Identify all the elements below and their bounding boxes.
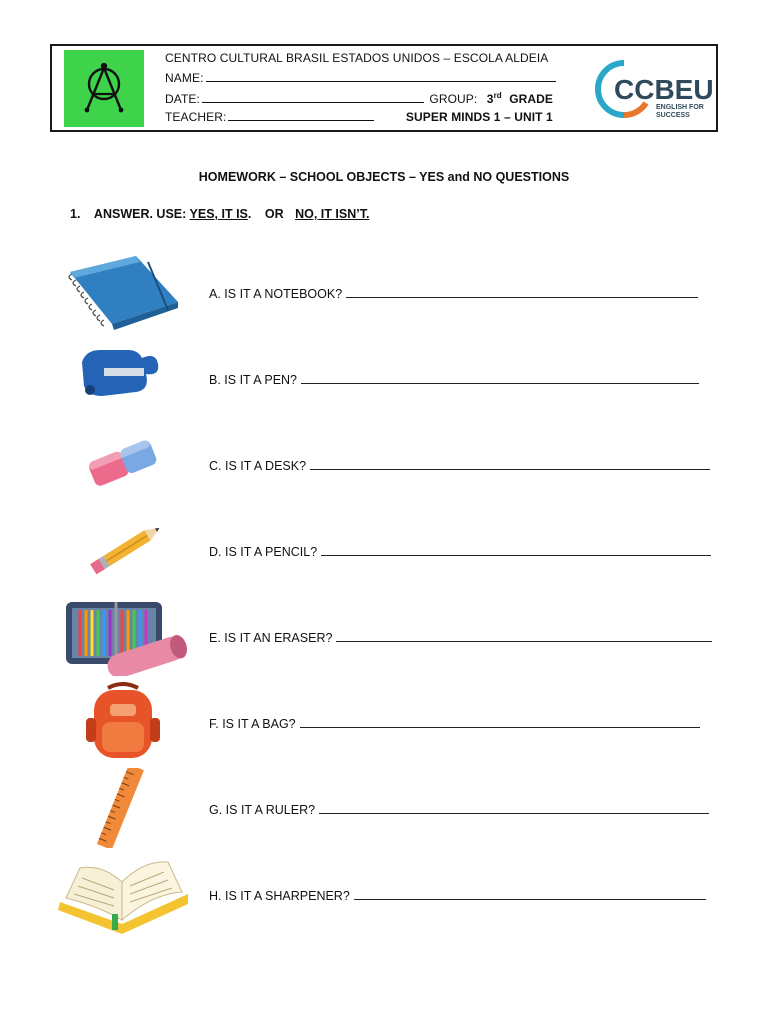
question-row xyxy=(0,510,768,590)
pencil-icon xyxy=(58,510,188,590)
date-label: DATE: xyxy=(165,92,200,106)
page-title: HOMEWORK – SCHOOL OBJECTS – YES and NO QUESTIONS xyxy=(198,170,570,184)
ccbeu-tagline-2: SUCCESS xyxy=(656,112,690,119)
question-line xyxy=(209,630,712,645)
notebook-icon xyxy=(58,252,188,332)
name-label: NAME: xyxy=(165,71,204,85)
instruction-period: . xyxy=(247,207,252,221)
name-field[interactable] xyxy=(206,71,556,82)
name-row xyxy=(165,71,558,85)
instruction-yes: YES, IT IS xyxy=(189,207,248,221)
answer-field[interactable] xyxy=(301,372,699,384)
ccbeu-logo-text: CCBEU xyxy=(614,74,712,105)
answer-field[interactable] xyxy=(300,716,700,728)
grade-label: GRADE xyxy=(509,92,554,106)
instruction-no: NO, IT ISN’T. xyxy=(295,207,370,221)
question-text: A. IS IT A NOTEBOOK? xyxy=(209,287,343,301)
question-text: F. IS IT A BAG? xyxy=(209,717,296,731)
instruction-number: 1. xyxy=(70,207,81,221)
question-text: H. IS IT A SHARPENER? xyxy=(209,889,350,903)
book-icon xyxy=(58,854,188,934)
question-line xyxy=(209,286,698,301)
teacher-row xyxy=(165,110,553,124)
school-name: CENTRO CULTURAL BRASIL ESTADOS UNIDOS – ESCOLA ALDEIA xyxy=(165,51,549,65)
grade-suffix: rd xyxy=(493,91,502,100)
grade-number: 3 xyxy=(486,92,494,106)
date-field[interactable] xyxy=(202,92,424,103)
ccbeu-logo xyxy=(594,57,712,123)
question-row xyxy=(0,768,768,848)
question-row xyxy=(0,252,768,332)
compass-logo-icon xyxy=(64,50,144,127)
question-line xyxy=(209,372,699,387)
answer-field[interactable] xyxy=(310,458,710,470)
question-text: E. IS IT AN ERASER? xyxy=(209,631,333,645)
group-label: GROUP: xyxy=(429,92,478,106)
question-text: D. IS IT A PENCIL? xyxy=(209,545,318,559)
answer-field[interactable] xyxy=(319,802,709,814)
question-text: C. IS IT A DESK? xyxy=(209,459,307,473)
answer-field[interactable] xyxy=(346,286,698,298)
date-row xyxy=(165,91,553,106)
instruction-or: OR xyxy=(264,207,284,221)
teacher-field[interactable] xyxy=(228,110,374,121)
pencil-case-icon xyxy=(58,596,188,676)
answer-field[interactable] xyxy=(336,630,712,642)
course-label: SUPER MINDS 1 – UNIT 1 xyxy=(405,110,553,124)
question-row xyxy=(0,596,768,676)
answer-field[interactable] xyxy=(321,544,711,556)
question-line xyxy=(209,716,700,731)
teacher-label: TEACHER: xyxy=(165,110,227,124)
question-row xyxy=(0,854,768,934)
answer-field[interactable] xyxy=(354,888,706,900)
question-text: G. IS IT A RULER? xyxy=(209,803,316,817)
instruction-prefix: ANSWER. USE: xyxy=(93,207,187,221)
question-line xyxy=(209,544,711,559)
question-text: B. IS IT A PEN? xyxy=(209,373,298,387)
question-line xyxy=(209,458,710,473)
backpack-icon xyxy=(58,682,188,762)
question-row xyxy=(0,424,768,504)
sharpener-icon xyxy=(58,338,188,418)
eraser-icon xyxy=(58,424,188,504)
school-logo xyxy=(64,50,144,127)
question-row xyxy=(0,682,768,762)
question-row xyxy=(0,338,768,418)
ruler-icon xyxy=(58,768,188,848)
instruction xyxy=(70,207,369,221)
ccbeu-tagline-1: ENGLISH FOR xyxy=(656,104,704,111)
question-line xyxy=(209,802,709,817)
question-line xyxy=(209,888,706,903)
